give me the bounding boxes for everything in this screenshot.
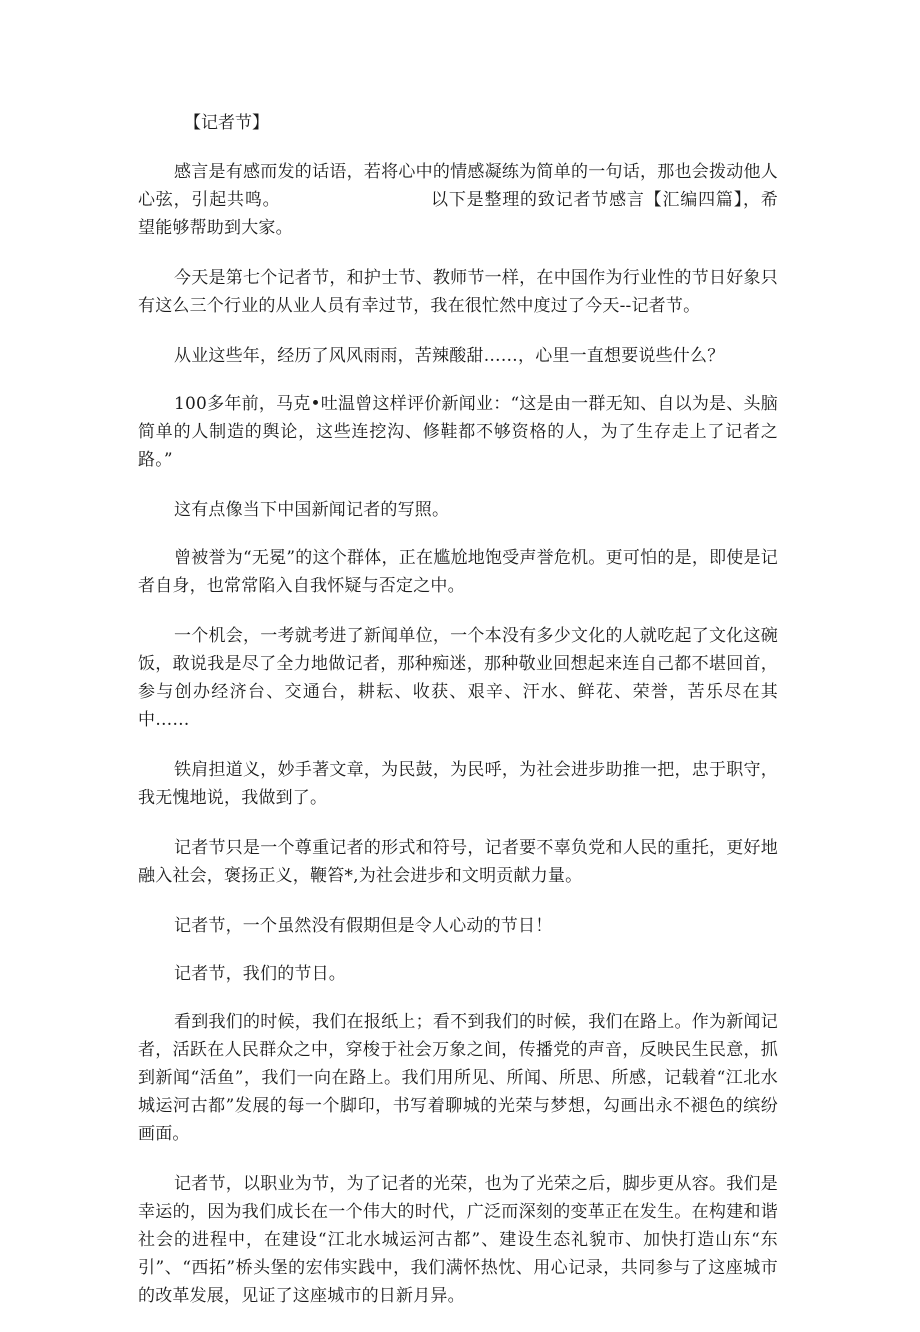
- intro-text-b: 以下是整理的致记者节感言【汇编四篇】，希望能够帮助到大家。: [138, 190, 779, 238]
- document-body: [138, 108, 778, 1332]
- paragraph-8: 记者节只是一个尊重记者的形式和符号，记者要不辜负党和人民的重托，更好地融入社会，褒扬正义，鞭笞*,为社会进步和文明贡献力量。: [138, 838, 778, 886]
- paragraph-11: 看到我们的时候，我们在报纸上；看不到我们的时候，我们在路上。作为新闻记者，活跃在人民群众之中，穿梭于社会万象之间，传播党的声音，反映民生民意，抓到新闻“活鱼”，我们一向在路上。我们用所见、所闻、所思、所感，记载着“江北水城运河古都”发展的每一个脚印，书写着聊城的光荣与梦想，勾画出永不褪色的缤纷画面。: [138, 1012, 778, 1144]
- paragraph-4: 这有点像当下中国新闻记者的写照。: [174, 500, 450, 520]
- paragraph-1: 今天是第七个记者节，和护士节、教师节一样，在中国作为行业性的节日好象只有这么三个行业的从业人员有幸过节，我在很忙然中度过了今天--记者节。: [138, 268, 778, 316]
- paragraph-12: 记者节，以职业为节，为了记者的光荣，也为了光荣之后，脚步更从容。我们是幸运的，因为我们成长在一个伟大的时代，广泛而深刻的变革正在发生。在构建和谐社会的进程中，在建设“江北水城运河古都”、建设生态礼貌市、加快打造山东“东引”、“西拓”桥头堡的宏伟实践中，我们满怀热忱、用心记录，共同参与了这座城市的改革发展，见证了这座城市的日新月异。: [138, 1174, 778, 1306]
- paragraph-7: 铁肩担道义，妙手著文章，为民鼓，为民呼，为社会进步助推一把，忠于职守，我无愧地说，我做到了。: [138, 760, 778, 808]
- intro-paragraph: [138, 158, 778, 242]
- intro-text-a: 感言是有感而发的话语，若将心中的情感凝练为简单的一句话，那也会拨动他人心弦，引起共鸣。: [138, 162, 778, 210]
- paragraph-9: 记者节，一个虽然没有假期但是令人心动的节日！: [174, 916, 553, 936]
- paragraph-3: 100多年前，马克•吐温曾这样评价新闻业：“这是由一群无知、自以为是、头脑简单的人制造的舆论，这些连挖沟、修鞋都不够资格的人，为了生存走上了记者之路。”: [138, 394, 778, 470]
- paragraph-6: 一个机会，一考就考进了新闻单位，一个本没有多少文化的人就吃起了文化这碗饭，敢说我是尽了全力地做记者，那种痴迷，那种敬业回想起来连自己都不堪回首，参与创办经济台、交通台，耕耘、收获、艰辛、汗水、鲜花、荣誉，苦乐尽在其中……: [138, 626, 778, 730]
- paragraph-10: 记者节，我们的节日。: [174, 964, 346, 984]
- paragraph-5: 曾被誉为“无冕”的这个群体，正在尴尬地饱受声誉危机。更可怕的是，即使是记者自身，也常常陷入自我怀疑与否定之中。: [138, 548, 778, 596]
- document-title: 【记者节】: [184, 113, 269, 133]
- paragraph-2: 从业这些年，经历了风风雨雨，苦辣酸甜……，心里一直想要说些什么？: [174, 346, 725, 366]
